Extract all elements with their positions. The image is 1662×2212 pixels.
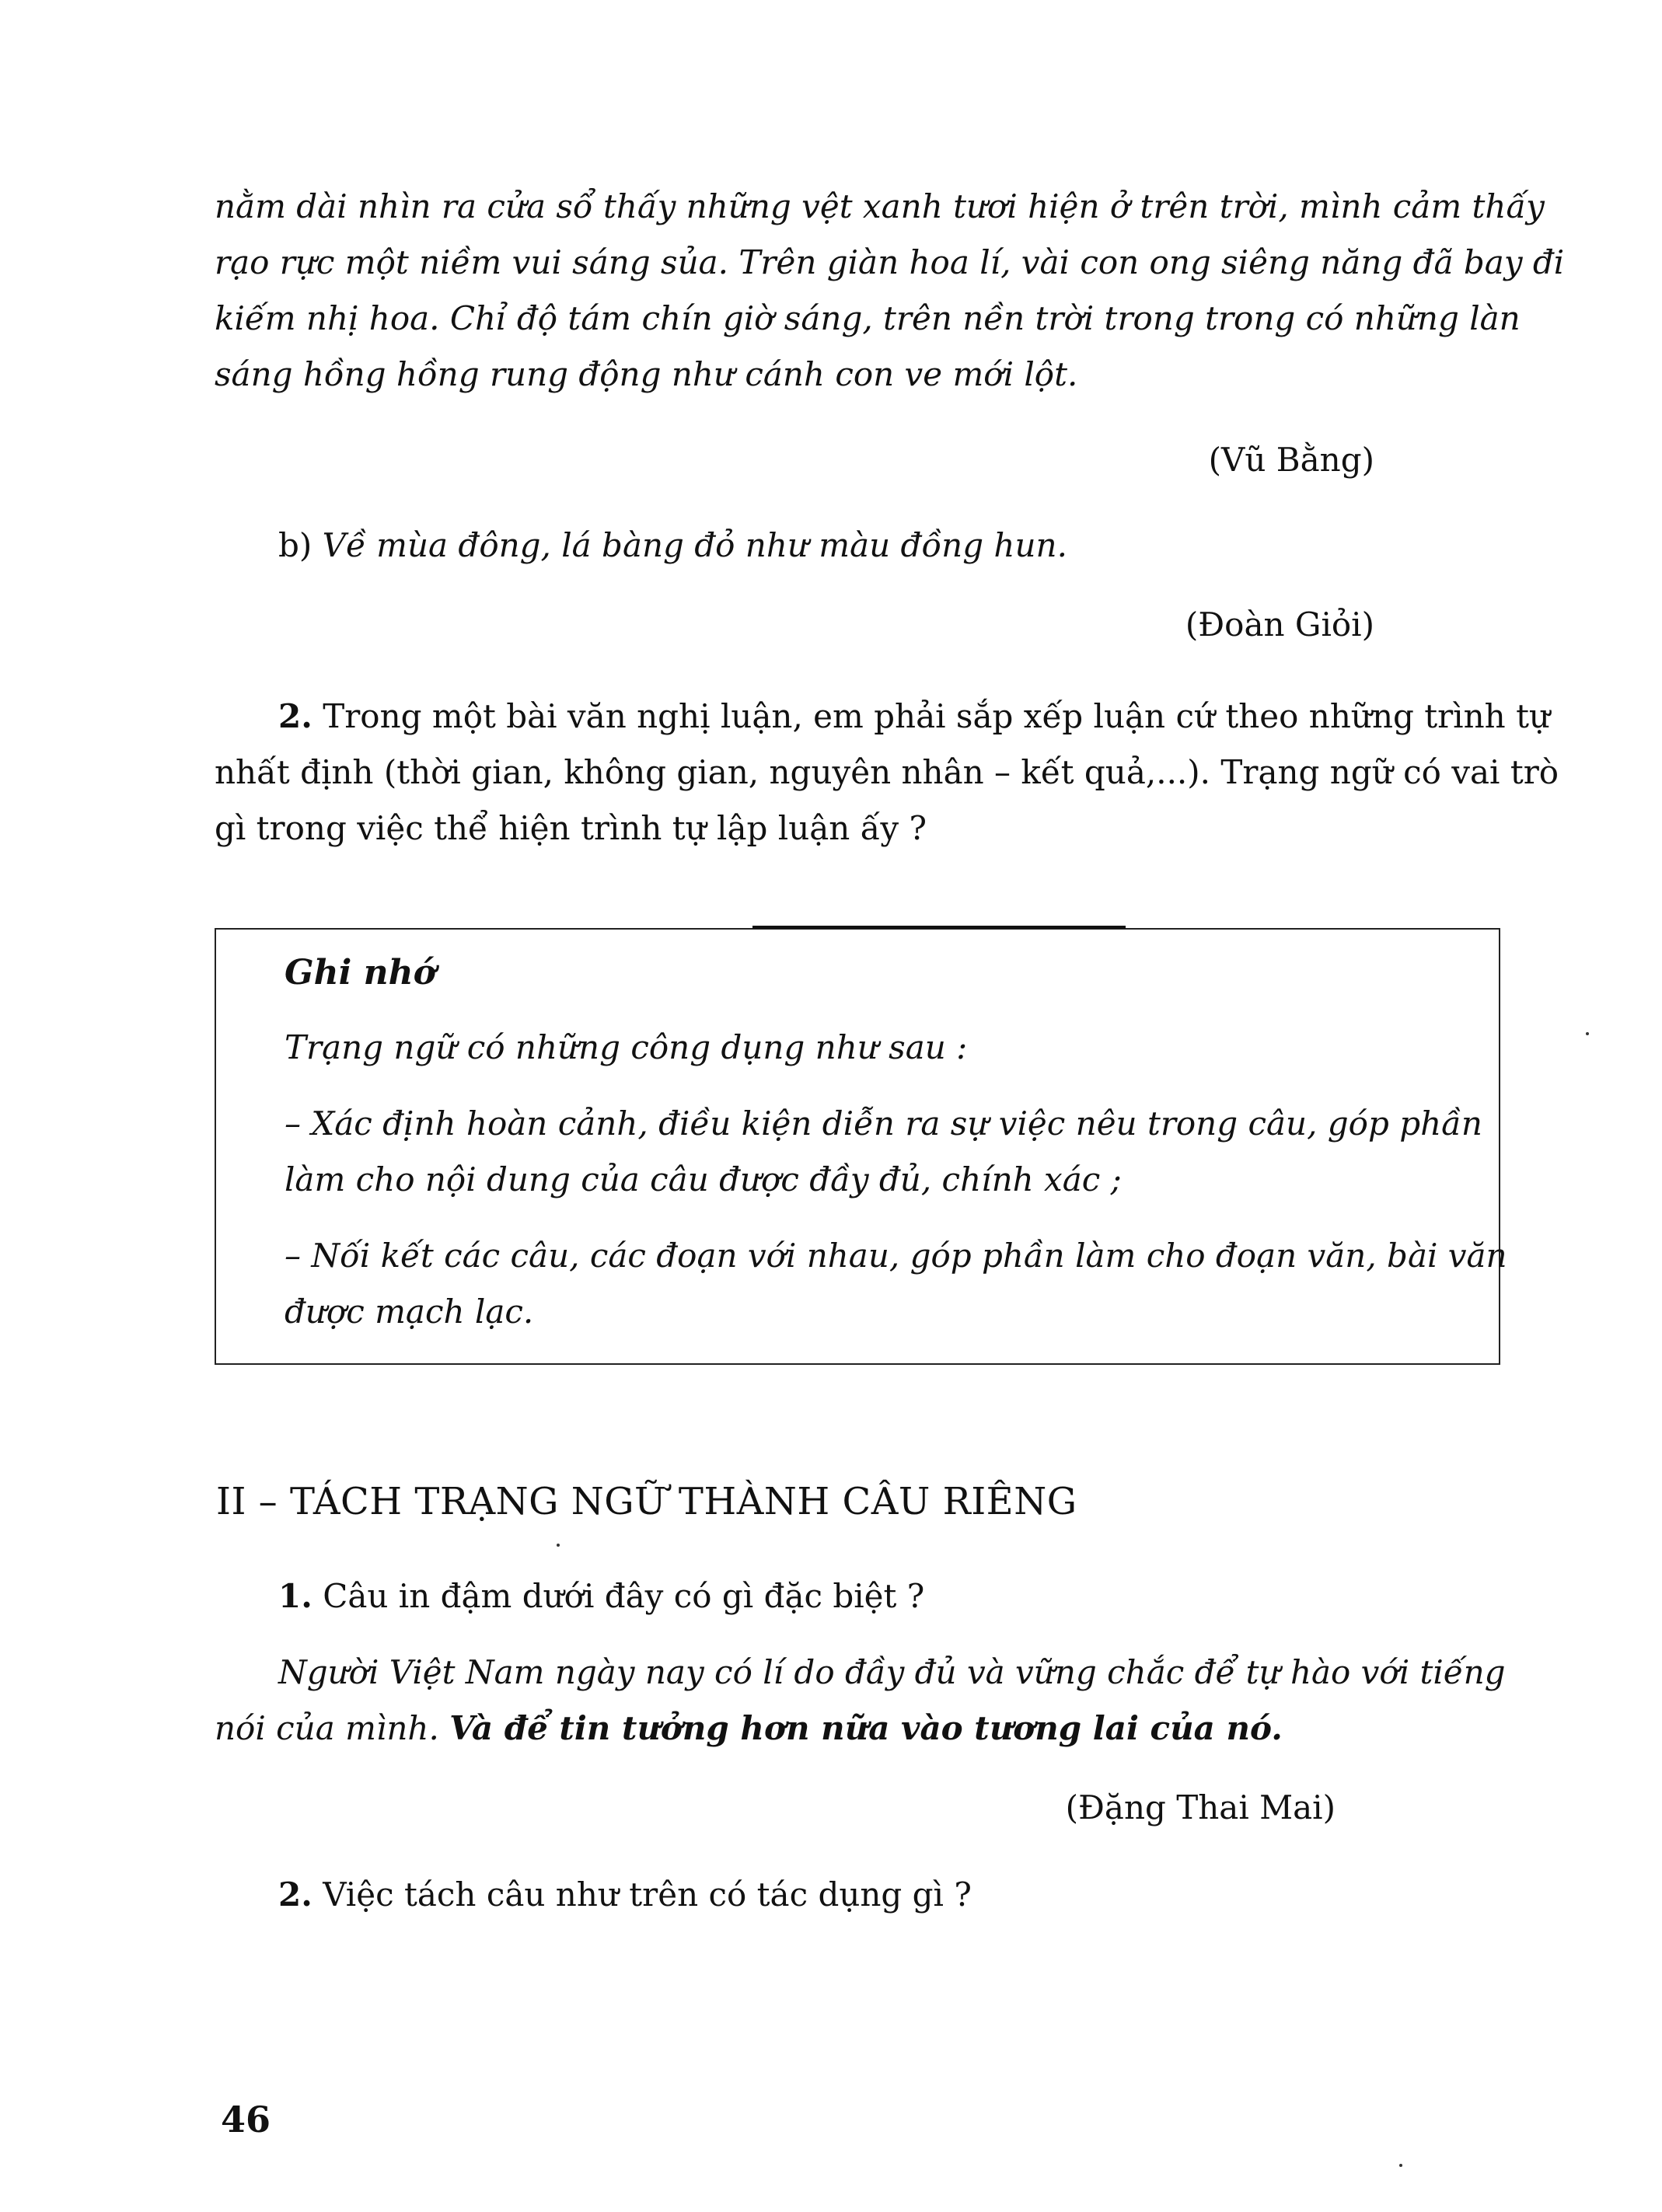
scan-speck: [1399, 2164, 1402, 2167]
section-question-1-number: 1.: [278, 1577, 312, 1615]
passage-a-line-3: kiếm nhị hoa. Chỉ độ tám chín giờ sáng, trên nền trời trong trong có những làn: [215, 299, 1521, 337]
example-author: (Đặng Thai Mai): [1065, 1788, 1336, 1826]
passage-b-label: b): [278, 526, 312, 564]
section-title: II – TÁCH TRẠNG NGỮ THÀNH CÂU RIÊNG: [216, 1480, 1077, 1523]
passage-b-author: (Đoàn Giỏi): [1185, 605, 1374, 644]
note-line-2: – Xác định hoàn cảnh, điều kiện diễn ra sự việc nêu trong câu, góp phần: [285, 1104, 1482, 1143]
passage-a-author: (Vũ Bằng): [1208, 441, 1374, 479]
section-question-2: [278, 1873, 972, 1917]
note-line-3: làm cho nội dung của câu được đầy đủ, chính xác ;: [285, 1160, 1122, 1198]
scan-speck: [1586, 1032, 1589, 1035]
note-box: [215, 928, 1507, 1365]
passage-a-line-1: nằm dài nhìn ra cửa sổ thấy những vệt xanh tươi hiện ở trên trời, mình cảm thấy: [215, 187, 1545, 225]
section-question-1-text: Câu in đậm dưới đây có gì đặc biệt ?: [323, 1577, 925, 1615]
section-question-1: [278, 1575, 924, 1618]
passage-b: [278, 524, 1067, 567]
question-2-line-1: [278, 695, 1550, 738]
question-2-line-3: gì trong việc thể hiện trình tự lập luận ấy ?: [215, 809, 927, 847]
question-2-number: 2.: [278, 697, 312, 735]
note-line-1: Trạng ngữ có những công dụng như sau :: [285, 1028, 968, 1066]
example-line-1: Người Việt Nam ngày nay có lí do đầy đủ và vững chắc để tự hào với tiếng: [278, 1653, 1506, 1691]
page-number: 46: [221, 2099, 271, 2140]
example-bold: Và để tin tưởng hơn nữa vào tương lai của nó.: [449, 1709, 1283, 1747]
note-box-top-accent: [752, 926, 1126, 929]
note-line-5: được mạch lạc.: [285, 1293, 534, 1331]
note-line-4: – Nối kết các câu, các đoạn với nhau, góp phần làm cho đoạn văn, bài văn: [285, 1237, 1507, 1275]
passage-a-line-4: sáng hồng hồng rung động như cánh con ve mới lột.: [215, 355, 1078, 393]
passage-b-text: Về mùa đông, lá bàng đỏ như màu đồng hun.: [322, 526, 1067, 564]
section-question-2-text: Việc tách câu như trên có tác dụng gì ?: [323, 1875, 972, 1914]
passage-a-line-2: rạo rực một niềm vui sáng sủa. Trên giàn hoa lí, vài con ong siêng năng đã bay đi: [215, 243, 1565, 281]
scan-speck: [557, 1544, 560, 1547]
example-plain: nói của mình.: [215, 1709, 439, 1747]
question-2-text-1: Trong một bài văn nghị luận, em phải sắp xếp luận cứ theo những trình tự: [323, 697, 1550, 735]
section-question-2-number: 2.: [278, 1875, 312, 1914]
example-line-2: [215, 1707, 1283, 1750]
question-2-line-2: nhất định (thời gian, không gian, nguyên nhân – kết quả,...). Trạng ngữ có vai trò: [215, 753, 1559, 791]
note-title: Ghi nhớ: [285, 953, 436, 993]
